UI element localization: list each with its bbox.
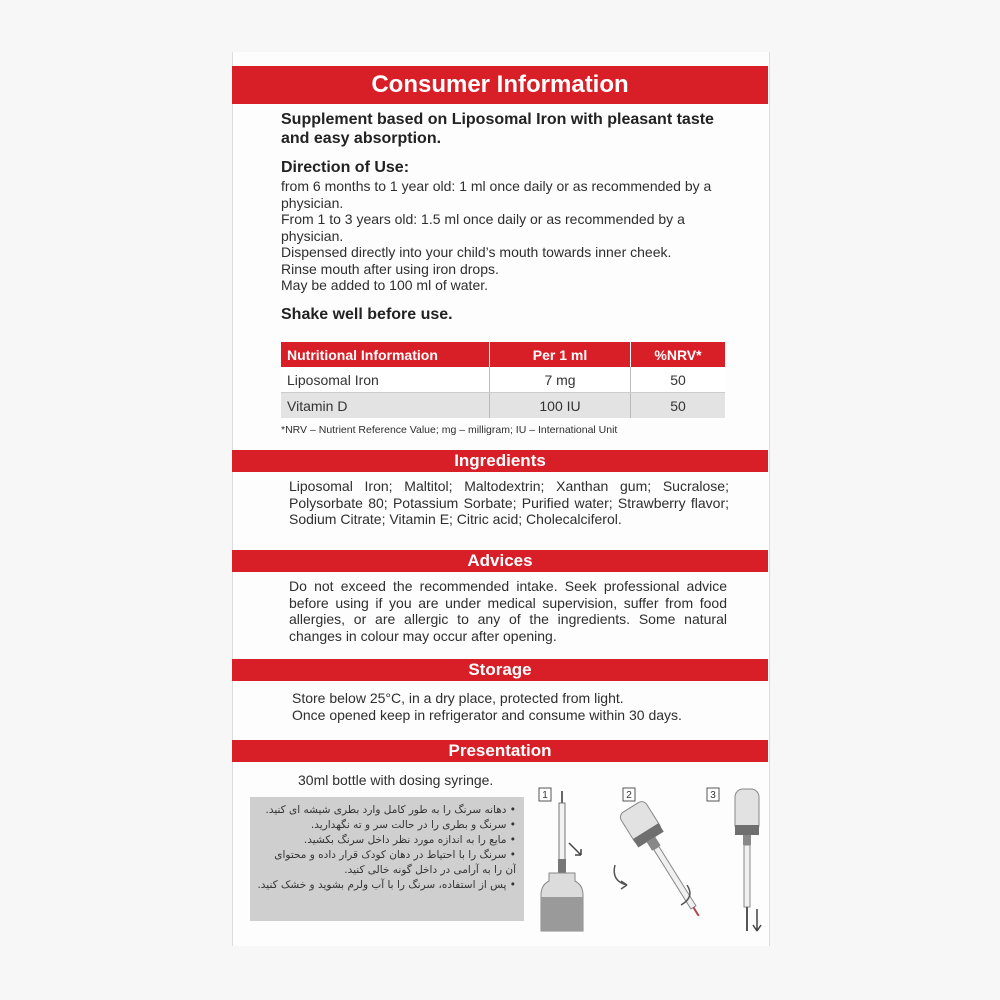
- storage-text: [292, 690, 740, 723]
- advices-header: [232, 550, 768, 572]
- inverted-bottle-icon: [614, 799, 711, 923]
- advices-text: Do not exceed the recommended intake. Seek professional advice before using if you are under medical supervision, suffer from food allergies, or are allergic to any of the ingredients. Some natural changes in colour may occur after opening.: [289, 578, 727, 644]
- nrv-footnote: *NRV – Nutrient Reference Value; mg – milligram; IU – International Unit: [281, 424, 618, 436]
- direction-line: Dispensed directly into your child’s mouth towards inner cheek.: [281, 244, 672, 260]
- nutrition-table: [281, 342, 725, 418]
- consumer-information-header: [232, 66, 768, 104]
- syringe-draw-icon: [735, 789, 761, 931]
- column-header: %NRV*: [631, 342, 726, 367]
- step-3: [707, 788, 761, 931]
- intro-text: Supplement based on Liposomal Iron with pleasant taste and easy absorption.: [281, 111, 714, 147]
- instruction-line: • سرنگ را با احتیاط در دهان کودک قرار داده و محتوای: [274, 849, 516, 861]
- page-title: Consumer Information: [371, 71, 629, 98]
- usage-steps-illustration: [535, 785, 765, 935]
- instruction-line: • دهانه سرنگ را به طور کامل وارد بطری شیشه ای کنید.: [265, 804, 516, 816]
- table-row: [281, 367, 725, 393]
- step-1: [539, 788, 583, 931]
- section-title: Storage: [468, 660, 532, 679]
- table-header-row: [281, 342, 725, 367]
- bottle-syringe-icon: [541, 791, 583, 931]
- instruction-line: آن را به آرامی در داخل گونه خالی کنید.: [344, 864, 516, 876]
- table-row: [281, 393, 725, 419]
- column-header: Per 1 ml: [490, 342, 631, 367]
- section-title: Presentation: [448, 741, 552, 760]
- column-header: Nutritional Information: [281, 342, 490, 367]
- persian-instructions: [250, 797, 524, 921]
- direction-line: May be added to 100 ml of water.: [281, 277, 489, 293]
- step-2: [614, 788, 711, 924]
- table-cell: Vitamin D: [281, 393, 490, 419]
- ingredients-header: [232, 450, 768, 472]
- table-cell: 7 mg: [490, 367, 631, 393]
- table-cell: Liposomal Iron: [281, 367, 490, 393]
- presentation-text: 30ml bottle with dosing syringe.: [298, 772, 494, 788]
- direction-heading: Direction of Use:: [281, 159, 410, 176]
- instruction-line: • پس از استفاده، سرنگ را با آب ولرم بشوید و خشک کنید.: [257, 879, 516, 891]
- instruction-line: • مایع را به اندازه مورد نظر داخل سرنگ بکشید.: [303, 834, 516, 846]
- direction-line: Rinse mouth after using iron drops.: [281, 260, 499, 277]
- storage-header: [232, 659, 768, 681]
- direction-line: From 1 to 3 years old: 1.5 ml once daily or as recommended by a physician.: [281, 211, 685, 244]
- storage-line: Once opened keep in refrigerator and consume within 30 days.: [292, 706, 682, 723]
- direction-line: from 6 months to 1 year old: 1 ml once daily or as recommended by a physician.: [281, 178, 712, 211]
- section-title: Ingredients: [454, 451, 546, 470]
- table-cell: 50: [631, 393, 726, 419]
- section-title: Advices: [467, 551, 533, 570]
- step-number: 1: [542, 790, 548, 801]
- instruction-line: • سرنگ و بطری را در حالت سر و ته نگهدارید.: [310, 819, 516, 831]
- storage-line: Store below 25°C, in a dry place, protected from light.: [292, 690, 624, 706]
- table-cell: 50: [631, 367, 726, 393]
- presentation-header: [232, 740, 768, 762]
- step-number: 3: [710, 790, 716, 801]
- shake-notice: Shake well before use.: [281, 306, 453, 323]
- table-cell: 100 IU: [490, 393, 631, 419]
- ingredients-text: Liposomal Iron; Maltitol; Maltodextrin; Xanthan gum; Sucralose; Polysorbate 80; Potassium Sorbate; Purified water; Strawberry flavor; Sodium Citrate; Vitamin E; Citric acid; Cholecalciferol.: [289, 478, 729, 527]
- direction-list: [281, 178, 729, 294]
- step-number: 2: [626, 790, 632, 801]
